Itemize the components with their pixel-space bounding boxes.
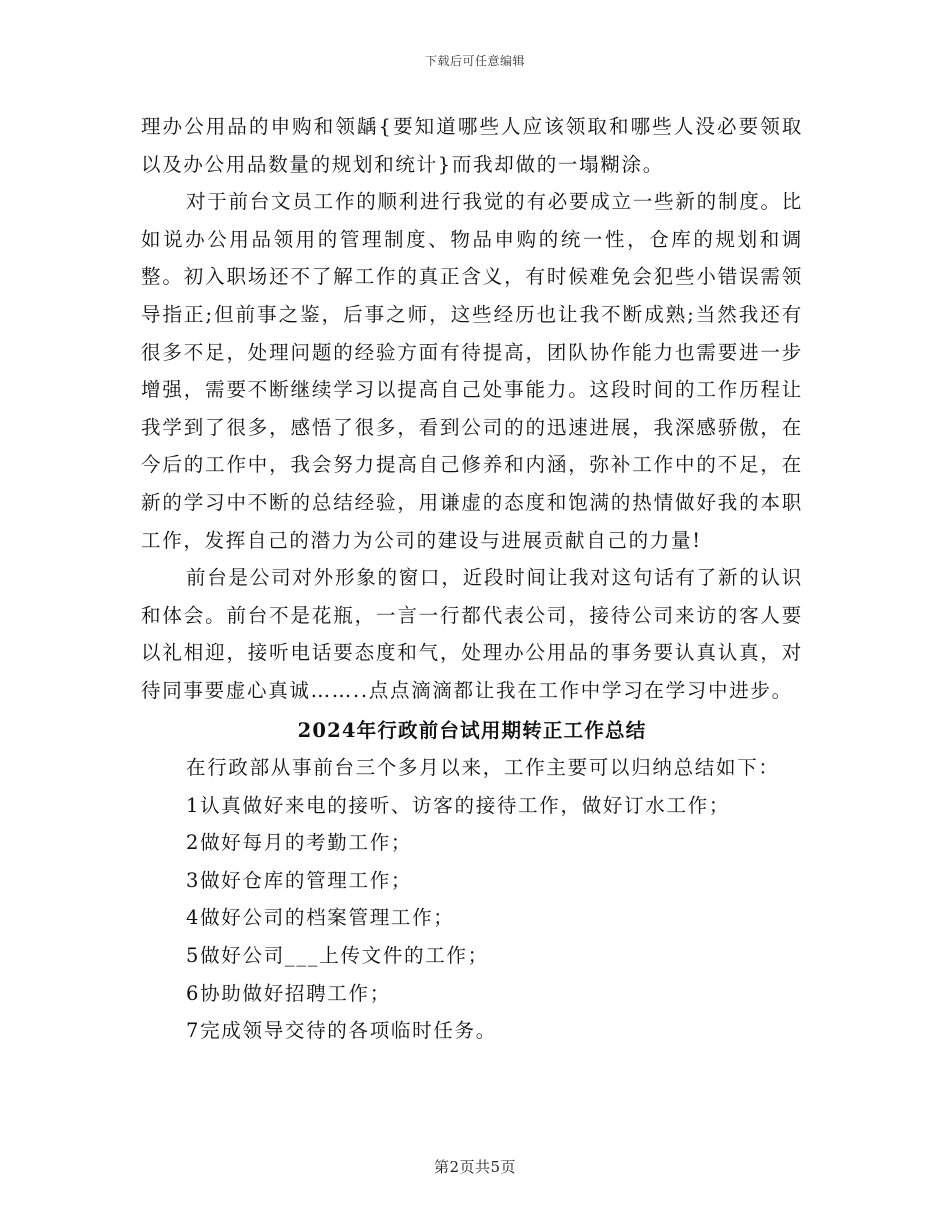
list-item: 1认真做好来电的接听、访客的接待工作，做好订水工作； bbox=[186, 793, 731, 817]
section-intro: 在行政部从事前台三个多月以来，工作主要可以归纳总结如下： bbox=[186, 756, 780, 780]
task-list bbox=[141, 787, 803, 1050]
paragraph-new-system: 对于前台文员工作的顺利进行我觉的有必要成立一些新的制度。比如说办公用品领用的管理制度、物品申购的统一性，仓库的规划和调整。初入职场还不了解工作的真正含义，有时候难免会犯些小错误需领导指正;但前事之鉴，后事之师，这些经历也让我不断成熟;当然我还有很多不足，处理问题的经验方面有待提高，团队协作能力也需要进一步增强，需要不断继续学习以提高自己处事能力。这段时间的工作历程让我学到了很多，感悟了很多，看到公司的的迅速进展，我深感骄傲，在今后的工作中，我会努力提高自己修养和内涵，弥补工作中的不足，在新的学习中不断的总结经验，用谦虚的态度和饱满的热情做好我的本职工作，发挥自己的潜力为公司的建设与进展贡献自己的力量! bbox=[141, 190, 803, 552]
list-item: 3做好仓库的管理工作； bbox=[186, 868, 413, 892]
section-title: 2024年行政前台试用期转正工作总结 bbox=[297, 718, 647, 742]
list-item: 2做好每月的考勤工作； bbox=[186, 831, 413, 855]
list-item: 5做好公司___上传文件的工作； bbox=[186, 944, 489, 968]
list-item: 4做好公司的档案管理工作； bbox=[186, 906, 455, 930]
list-item: 7完成领导交待的各项临时任务。 bbox=[186, 1019, 497, 1043]
document-body bbox=[141, 108, 803, 1050]
paragraph-continuation: 理办公用品的申购和领龋{要知道哪些人应该领取和哪些人没必要领取以及办公用品数量的规划和统计}而我却做的一塌糊涂。 bbox=[141, 115, 803, 176]
page-number: 第2页共5页 bbox=[433, 1158, 517, 1176]
list-item: 6协助做好招聘工作； bbox=[186, 981, 391, 1005]
page-header-note: 下载后可任意编辑 bbox=[424, 54, 525, 68]
paragraph-front-desk-window: 前台是公司对外形象的窗口，近段时间让我对这句话有了新的认识和体会。前台不是花瓶，一言一行都代表公司，接待公司来访的客人要以礼相迎，接听电话要态度和气，处理办公用品的事务要认真认真，对待同事要虚心真诚……..点点滴滴都让我在工作中学习在学习中进步。 bbox=[141, 566, 803, 702]
